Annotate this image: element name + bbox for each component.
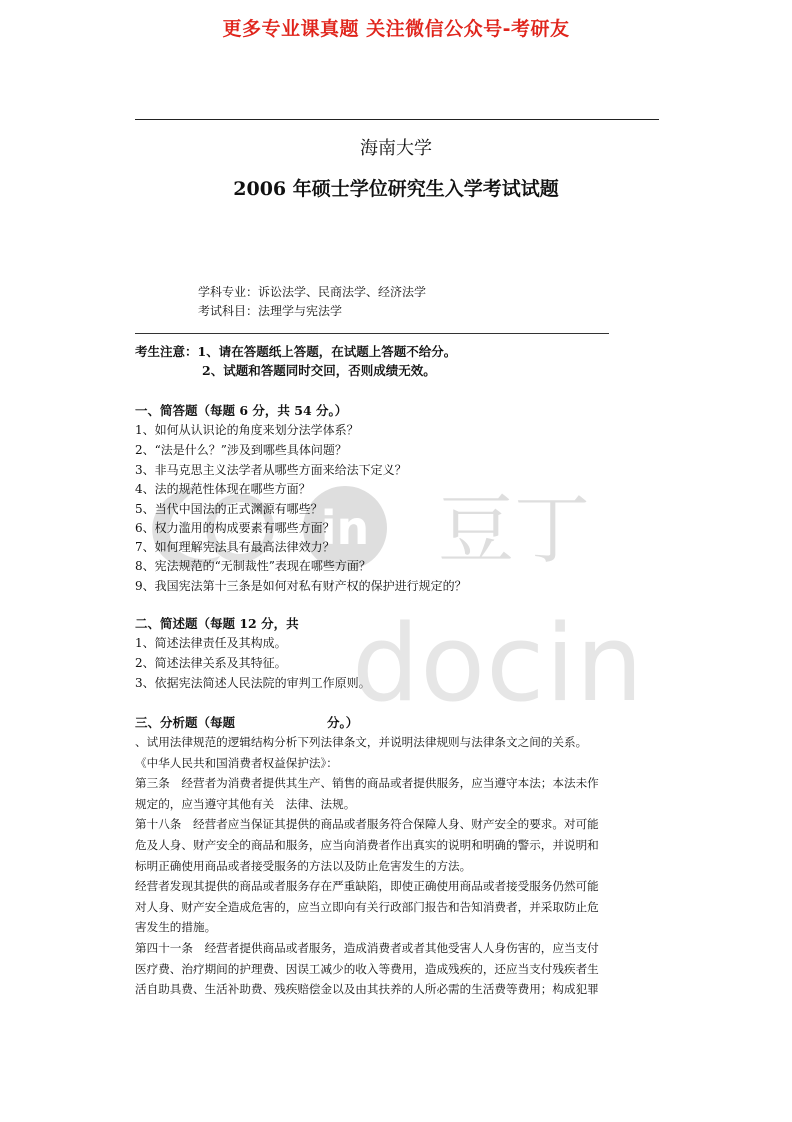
analysis-passage [135,732,660,1000]
passage-line: 《中华人民共和国消费者权益保护法》： [135,755,338,770]
promo-banner: 更多专业课真题 关注微信公众号-考研友 [222,18,570,40]
question-2-3: 3、依据宪法简述人民法院的审判工作原则。 [135,676,371,690]
passage-line: 对人身、财产安全造成危害的，应当立即向有关行政部门报告和告知消费者，并采取防止危 [135,899,599,914]
passage-line: 害发生的措施。 [135,920,217,935]
passage-line: 经营者发现其提供的商品或者服务存在严重缺陷，即使正确使用商品或者接受服务仍然可能 [135,879,599,894]
question-1-9: 9、我国宪法第十三条是如何对私有财产权的保护进行规定的？ [135,579,467,593]
question-2-2: 2、简述法律关系及其特征。 [135,656,287,670]
passage-line: 危及人身、财产安全的商品和服务，应当向消费者作出真实的说明和明确的警示，并说明和 [135,837,599,852]
section-2-title: 二、简述题（每题 12 分，共 [135,616,299,631]
passage-line: 第三条 经营者为消费者提供其生产、销售的商品或者提供服务，应当遵守本法；本法未作 [135,776,599,791]
section-3-title-end: 分。） [327,715,359,730]
question-1-5: 5、当代中国法的正式渊源有哪些？ [135,502,323,516]
question-1-8: 8、宪法规范的“无制裁性”表现在哪些方面？ [135,559,371,573]
exam-subject: 考试科目：法理学与宪法学 [198,304,343,318]
section-1-title: 一、简答题（每题 6 分，共 54 分。） [135,403,348,418]
exam-major: 学科专业：诉讼法学、民商法学、经济法学 [198,285,427,299]
passage-line: 第十八条 经营者应当保证其提供的商品或者服务符合保障人身、财产安全的要求。对可能 [135,817,599,832]
question-1-2: 2、“法是什么？”涉及到哪些具体问题？ [135,443,347,457]
question-1-1: 1、如何从认识论的角度来划分法学体系？ [135,423,359,437]
passage-line: 、试用法律规范的逻辑结构分析下列法律条文，并说明法律规则与法律条文之间的关系。 [135,735,588,749]
section-3-title-start: 三、分析题（每题 [135,715,236,730]
meta-divider [135,333,609,334]
brand-text: 豆丁 [438,485,590,574]
university-name: 海南大学 [360,138,432,159]
passage-line: 规定的，应当遵守其他有关 法律、法规。 [135,796,356,811]
exam-title: 2006 年硕士学位研究生入学考试试题 [233,178,559,200]
question-2-1: 1、简述法律责任及其构成。 [135,636,287,650]
question-1-6: 6、权力滥用的构成要素有哪些方面？ [135,521,335,535]
notice-line-2: 2、试题和答题同时交回，否则成绩无效。 [202,363,436,378]
question-1-4: 4、法的规范性体现在哪些方面？ [135,482,311,496]
passage-line: 标明正确使用商品或者接受服务的方法以及防止危害发生的方法。 [135,858,472,873]
question-1-7: 7、如何理解宪法具有最高法律效力？ [135,540,335,554]
top-divider [135,119,659,120]
notice-line-1: 考生注意：1、请在答题纸上答题，在试题上答题不给分。 [135,344,457,359]
docin-watermark-text: docin [352,602,645,725]
passage-line: 第四十一条 经营者提供商品或者服务，造成消费者或者其他受害人人身伤害的，应当支付 [135,940,599,955]
passage-line: 医疗费、治疗期间的护理费、因误工减少的收入等费用，造成残疾的，还应当支付残疾者生 [135,961,599,976]
passage-line: 活自助具费、生活补助费、残疾赔偿金以及由其扶养的人所必需的生活费等费用；构成犯罪 [135,982,599,997]
logo-in-text: in [320,501,370,555]
question-1-3: 3、非马克思主义法学者从哪些方面来给法下定义？ [135,463,407,477]
